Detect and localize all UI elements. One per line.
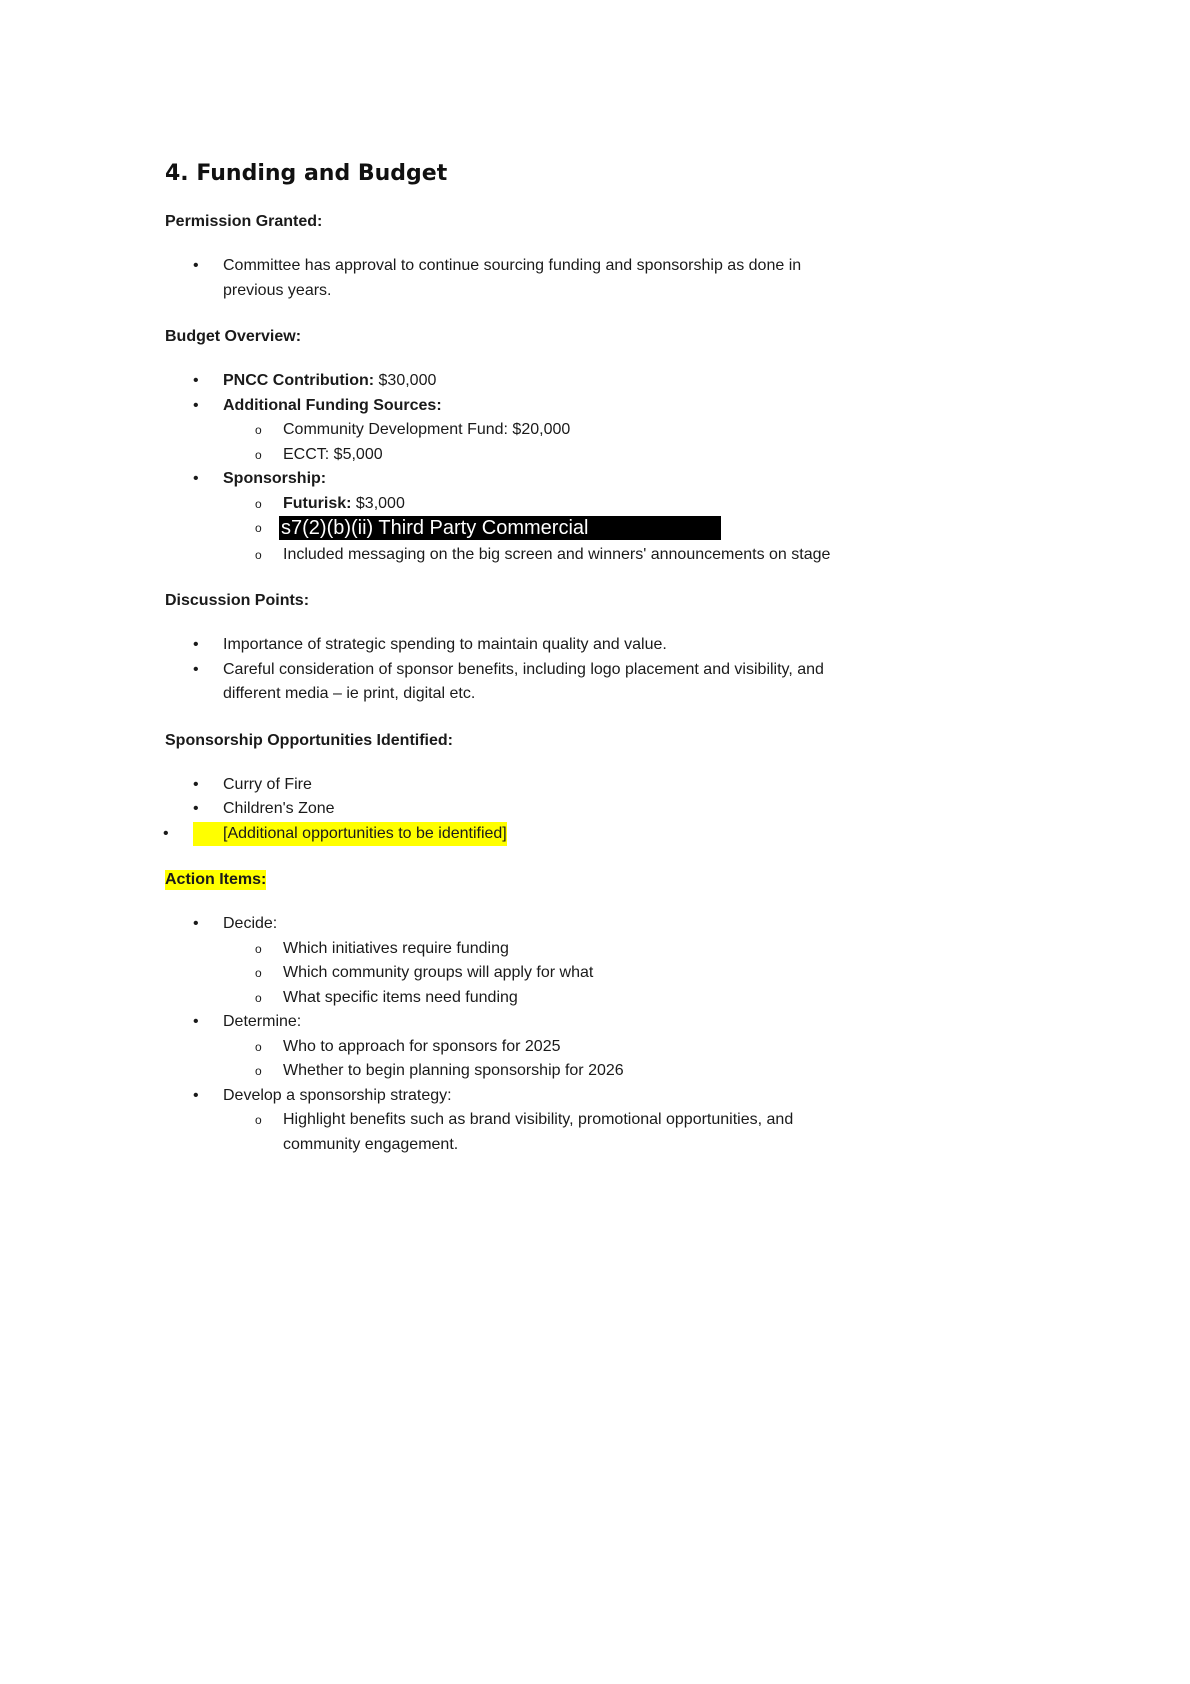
redacted-item bbox=[283, 516, 925, 543]
budget-section bbox=[165, 327, 925, 567]
determine-list bbox=[223, 1035, 925, 1084]
list-item: o What specific items need funding bbox=[283, 986, 925, 1011]
page-title: 4. Funding and Budget bbox=[165, 161, 448, 186]
list-item: o Which initiatives require funding bbox=[283, 937, 925, 962]
list-item: o Highlight benefits such as brand visibility, promotional opportunities, and community engagement. bbox=[283, 1108, 843, 1157]
opportunities-section bbox=[165, 731, 925, 847]
budget-heading: Budget Overview: bbox=[165, 328, 302, 345]
sponsorship-list bbox=[223, 492, 925, 568]
permission-section bbox=[165, 212, 925, 303]
additional-funding-item bbox=[223, 394, 925, 468]
decide-list bbox=[223, 937, 925, 1011]
additional-funding-list bbox=[223, 418, 925, 467]
decide-label: Decide: bbox=[223, 915, 278, 932]
budget-list bbox=[165, 369, 925, 567]
sponsorship-label: Sponsorship: bbox=[223, 470, 327, 487]
list-item: o Who to approach for sponsors for 2025 bbox=[283, 1035, 925, 1060]
list-item: o ECCT: $5,000 bbox=[283, 443, 925, 468]
list-item: o Which community groups will apply for what bbox=[283, 961, 925, 986]
list-item: • Curry of Fire bbox=[223, 773, 925, 798]
determine-label: Determine: bbox=[223, 1013, 302, 1030]
determine-item bbox=[223, 1010, 925, 1084]
highlighted-item-text: [Additional opportunities to be identified] bbox=[223, 824, 507, 842]
opportunities-list bbox=[165, 773, 925, 847]
develop-label: Develop a sponsorship strategy: bbox=[223, 1086, 452, 1104]
discussion-section bbox=[165, 591, 925, 707]
actions-list bbox=[165, 912, 925, 1157]
pncc-value: $30,000 bbox=[374, 372, 437, 389]
highlighted-list-item bbox=[193, 822, 507, 847]
actions-heading: Action Items: bbox=[165, 871, 267, 888]
list-item: o Included messaging on the big screen and winners' announcements on stage bbox=[283, 543, 925, 568]
list-item: • Careful consideration of sponsor benefits, including logo placement and visibility, and different media – ie print, digital etc. bbox=[223, 658, 833, 707]
permission-heading: Permission Granted: bbox=[165, 213, 323, 230]
futurisk-label: Futurisk: bbox=[283, 494, 352, 512]
discussion-list bbox=[165, 633, 925, 707]
document-page bbox=[165, 160, 925, 1181]
redaction-box: s7(2)(b)(ii) Third Party Commercial bbox=[279, 516, 721, 540]
list-item: o Whether to begin planning sponsorship for 2026 bbox=[283, 1059, 925, 1084]
develop-item bbox=[223, 1084, 925, 1158]
futurisk-item bbox=[283, 492, 925, 517]
additional-funding-label: Additional Funding Sources: bbox=[223, 396, 442, 414]
actions-section bbox=[165, 870, 925, 1157]
sponsorship-item bbox=[223, 467, 925, 567]
develop-list bbox=[223, 1108, 925, 1157]
opportunities-heading: Sponsorship Opportunities Identified: bbox=[165, 731, 453, 749]
pncc-label: PNCC Contribution: bbox=[223, 372, 375, 389]
pncc-item bbox=[223, 369, 925, 394]
discussion-heading: Discussion Points: bbox=[165, 592, 310, 609]
futurisk-value: $3,000 bbox=[351, 494, 405, 512]
decide-item bbox=[223, 912, 925, 1010]
list-item: • Children's Zone bbox=[223, 797, 925, 822]
list-item: o Community Development Fund: $20,000 bbox=[283, 418, 925, 443]
permission-list bbox=[165, 254, 925, 303]
list-item: • Importance of strategic spending to maintain quality and value. bbox=[223, 633, 925, 658]
list-item: • Committee has approval to continue sourcing funding and sponsorship as done in previous years. bbox=[223, 254, 823, 303]
